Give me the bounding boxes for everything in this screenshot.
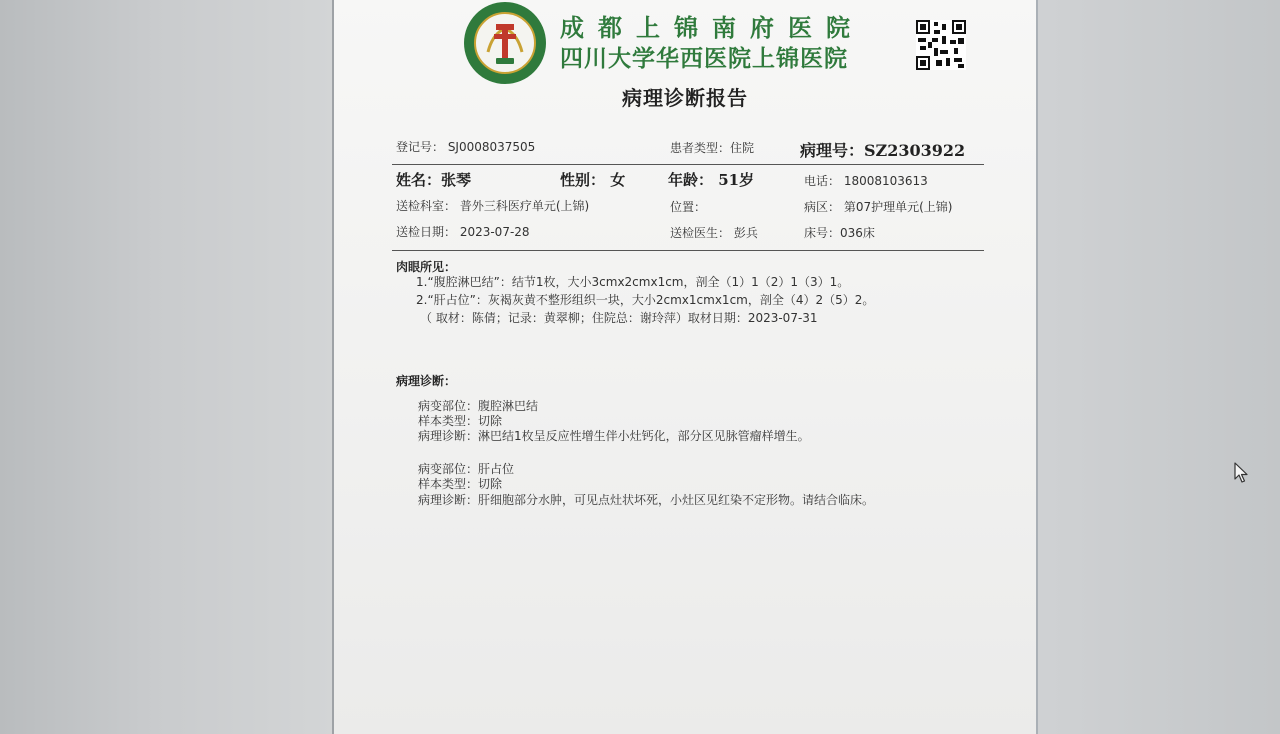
patient-type: 患者类型：住院 <box>670 141 755 155</box>
submission-date: 送检日期： 2023-07-28 <box>396 225 530 239</box>
divider-top <box>392 164 984 165</box>
report-title: 病理诊断报告 <box>622 86 748 110</box>
registration-number: 登记号： SJ0008037505 <box>396 140 536 154</box>
mouse-pointer-icon <box>1234 462 1250 484</box>
qr-code-icon <box>916 20 966 70</box>
hospital-emblem-icon <box>462 0 548 86</box>
gross-findings-heading: 肉眼所见： <box>396 260 457 274</box>
location: 位置： <box>670 200 707 214</box>
report-page <box>332 0 1038 734</box>
diagnosis-2-sample: 样本类型：切除 <box>418 477 503 491</box>
diagnosis-1-site: 病变部位：腹腔淋巴结 <box>418 399 539 413</box>
diagnosis-heading: 病理诊断： <box>396 374 457 388</box>
ward: 病区： 第07护理单元(上锦) <box>804 200 953 214</box>
gross-line-1: 1.“腹腔淋巴结”：结节1枚，大小3cmx2cmx1cm，剖全（1）1（2）1（3）1。 <box>416 275 850 289</box>
diagnosis-2-site: 病变部位：肝占位 <box>418 462 515 476</box>
diagnosis-2-result: 病理诊断：肝细胞部分水肿，可见点灶状坏死，小灶区见红染不定形物。请结合临床。 <box>418 493 875 507</box>
submitting-department: 送检科室： 普外三科医疗单元(上锦) <box>396 199 590 213</box>
gross-line-2: 2.“肝占位”：灰褐灰黄不整形组织一块，大小2cmx1cmx1cm，剖全（4）2（5）2。 <box>416 293 875 307</box>
hospital-name-secondary: 四川大学华西医院上锦医院 <box>560 45 848 72</box>
patient-age: 年龄： 51岁 <box>668 171 755 189</box>
gross-line-3: （ 取材：陈倩；记录：黄翠柳；住院总：谢玲萍）取材日期：2023-07-31 <box>420 311 818 325</box>
bed-number: 床号：036床 <box>804 226 875 240</box>
diagnosis-1-result: 病理诊断：淋巴结1枚呈反应性增生伴小灶钙化，部分区见脉管瘤样增生。 <box>418 429 810 443</box>
divider-middle <box>392 250 984 251</box>
patient-name: 姓名：张琴 <box>396 171 472 189</box>
pathology-number: 病理号：SZ2303922 <box>800 141 966 160</box>
hospital-name-primary: 成都上锦南府医院 <box>560 13 864 42</box>
diagnosis-1-sample: 样本类型：切除 <box>418 414 503 428</box>
patient-gender: 性别： 女 <box>560 171 626 189</box>
submitting-doctor: 送检医生： 彭兵 <box>670 226 758 240</box>
patient-phone: 电话： 18008103613 <box>804 174 928 188</box>
